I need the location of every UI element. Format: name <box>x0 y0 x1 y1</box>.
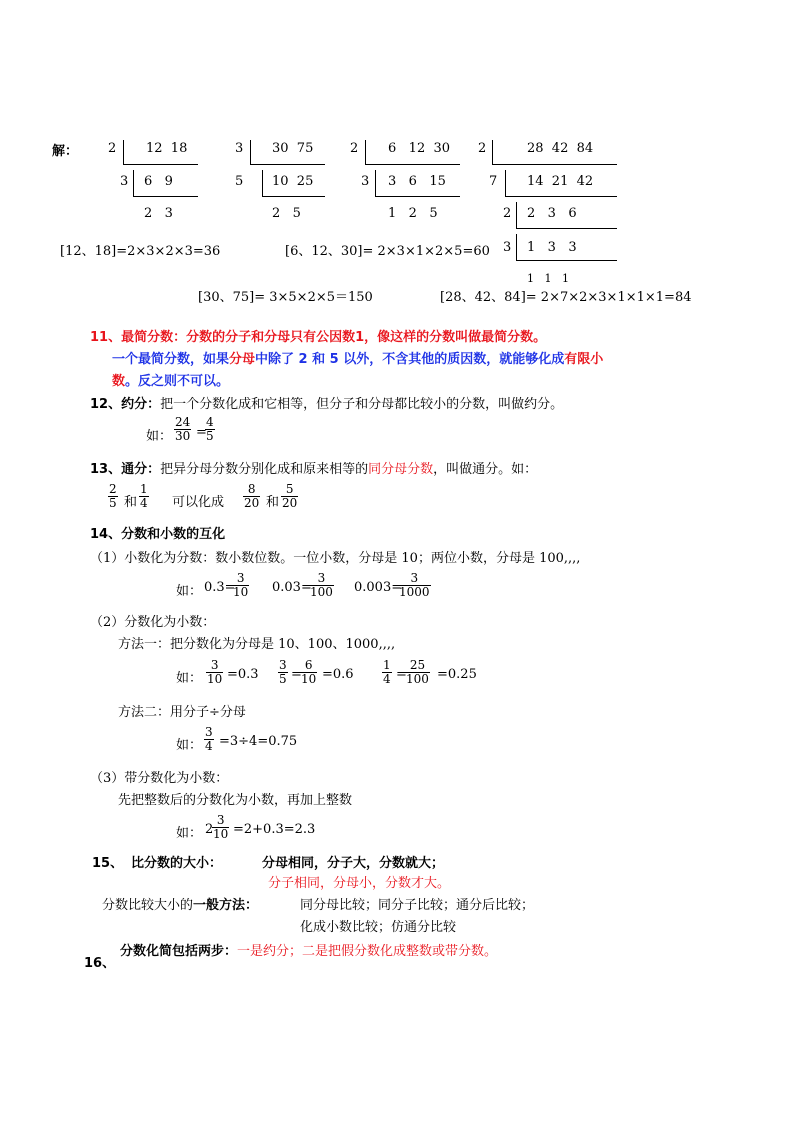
fraction: $\frac{25}{100}$ <box>406 658 429 686</box>
general-method-label: 分数比较大小的一般方法： <box>102 898 259 913</box>
lcm-result: [12、18]=2×3×2×3=36 <box>60 244 221 259</box>
quotients: 14 21 42 <box>527 174 594 189</box>
dividends: 30 75 <box>272 141 314 156</box>
quotients: 3 6 15 <box>388 174 446 189</box>
lcm-result: [6、12、30]= 2×3×1×2×5=60 <box>285 244 490 259</box>
section-11-title: 11、最简分数：分数的分子和分母只有公因数1，像这样的分数叫做最简分数。 <box>90 330 547 345</box>
methods-line-1: 同分母比较；同分子比较；通分后比较； <box>300 898 535 913</box>
quotients: 1 3 3 <box>527 240 577 255</box>
equals: = <box>396 667 407 682</box>
divisor: 7 <box>489 174 498 189</box>
fraction: $\frac{8}{20}$ <box>244 482 260 510</box>
result: =0.6 <box>322 667 354 682</box>
decimal: 0.003= <box>354 580 403 595</box>
result: =0.25 <box>437 667 477 682</box>
can-convert-text: 可以化成 <box>172 495 225 510</box>
section-14-p3-text: 先把整数后的分数化为小数，再加上整数 <box>118 793 353 808</box>
equals: = <box>291 667 302 682</box>
decimal: 0.3= <box>204 580 236 595</box>
method-1: 方法一：把分数化为分母是 10、100、1000,,,, <box>118 637 396 652</box>
dividends: 6 12 30 <box>388 141 451 156</box>
section-15-title: 比分数的大小： <box>131 856 223 871</box>
section-14-p2: （2）分数化为小数： <box>90 615 216 630</box>
example-label: 如： <box>146 429 173 444</box>
divisor: 5 <box>235 174 244 189</box>
quotients: 2 3 6 <box>527 206 577 221</box>
quotients: 6 9 <box>144 174 173 189</box>
remainders: 1 2 5 <box>388 206 438 221</box>
fraction: $\frac{2}{5}$ <box>109 482 117 510</box>
section-13: 13、通分：把异分母分数分别化成和原来相等的同分母分数，叫做通分。如： <box>90 462 538 477</box>
methods-line-2: 化成小数比较；仿通分比较 <box>300 920 457 935</box>
fraction: $\frac{3}{10}$ <box>233 571 249 599</box>
rule-1: 分母相同，分子大，分数就大； <box>262 856 445 871</box>
remainders: 1 1 1 <box>527 272 569 285</box>
result: =0.3 <box>227 667 259 682</box>
divisor: 3 <box>503 240 512 255</box>
lcm-result: [28、42、84]= 2×7×2×3×1×1×1=84 <box>440 290 692 305</box>
dividends: 28 42 84 <box>527 141 594 156</box>
divisor: 3 <box>235 141 244 156</box>
section-14-p1: （1）小数化为分数：数小数位数。一位小数，分母是 10；两位小数，分母是 100,,,, <box>90 551 581 566</box>
fraction: $\frac{5}{20}$ <box>282 482 298 510</box>
example-label: 如： <box>176 584 203 599</box>
section-15-num: 15、 <box>92 856 124 871</box>
section-14-p3: （3）带分数化为小数： <box>90 771 229 786</box>
dividends: 12 18 <box>146 141 188 156</box>
result: =3÷4=0.75 <box>219 734 298 749</box>
fraction: $\frac{24}{30}$ <box>175 415 191 443</box>
equals: = <box>196 425 207 440</box>
solution-label: 解： <box>52 144 79 159</box>
section-11-note-line2: 数。反之则不可以。 <box>112 374 230 389</box>
fraction: $\frac{3}{4}$ <box>205 725 213 753</box>
section-11-note-line1: 一个最简分数，如果分母中除了 2 和 5 以外，不含其他的质因数，就能够化成有限小 <box>112 352 604 367</box>
divisor: 2 <box>108 141 117 156</box>
example-label: 如： <box>176 671 203 686</box>
and-text: 和 <box>266 495 280 510</box>
divisor: 3 <box>361 174 370 189</box>
fraction: $\frac{4}{5}$ <box>206 415 214 443</box>
divisor: 2 <box>503 206 512 221</box>
divisor: 2 <box>478 141 487 156</box>
remainders: 2 3 <box>144 206 173 221</box>
divisor: 2 <box>350 141 359 156</box>
result: =2+0.3=2.3 <box>233 822 316 837</box>
fraction: $\frac{1}{4}$ <box>383 658 391 686</box>
fraction: $\frac{1}{4}$ <box>140 482 148 510</box>
example-label: 如： <box>176 738 203 753</box>
example-label: 如： <box>176 826 203 841</box>
section-16-num: 16、 <box>84 956 116 971</box>
lcm-result: [30、75]= 3×5×2×5＝150 <box>198 290 373 305</box>
divisor: 3 <box>120 174 129 189</box>
rule-2: 分子相同，分母小，分数才大。 <box>268 876 451 891</box>
remainders: 2 5 <box>272 206 301 221</box>
and-text: 和 <box>124 495 138 510</box>
decimal: 0.03= <box>272 580 312 595</box>
fraction: $\frac{3}{10}$ <box>207 658 223 686</box>
fraction: $\frac{6}{10}$ <box>301 658 317 686</box>
fraction: $\frac{3}{100}$ <box>310 571 333 599</box>
whole-number: 2 <box>205 822 214 837</box>
fraction: $\frac{3}{5}$ <box>279 658 287 686</box>
method-2: 方法二：用分子÷分母 <box>118 705 246 720</box>
section-12: 12、约分：把一个分数化成和它相等，但分子和分母都比较小的分数，叫做约分。 <box>90 397 564 412</box>
section-16-text: 分数化简包括两步：一是约分；二是把假分数化成整数或带分数。 <box>120 944 498 959</box>
section-14-title: 14、分数和小数的互化 <box>90 527 226 542</box>
fraction: $\frac{3}{10}$ <box>213 813 229 841</box>
fraction: $\frac{3}{1000}$ <box>399 571 430 599</box>
quotients: 10 25 <box>272 174 314 189</box>
